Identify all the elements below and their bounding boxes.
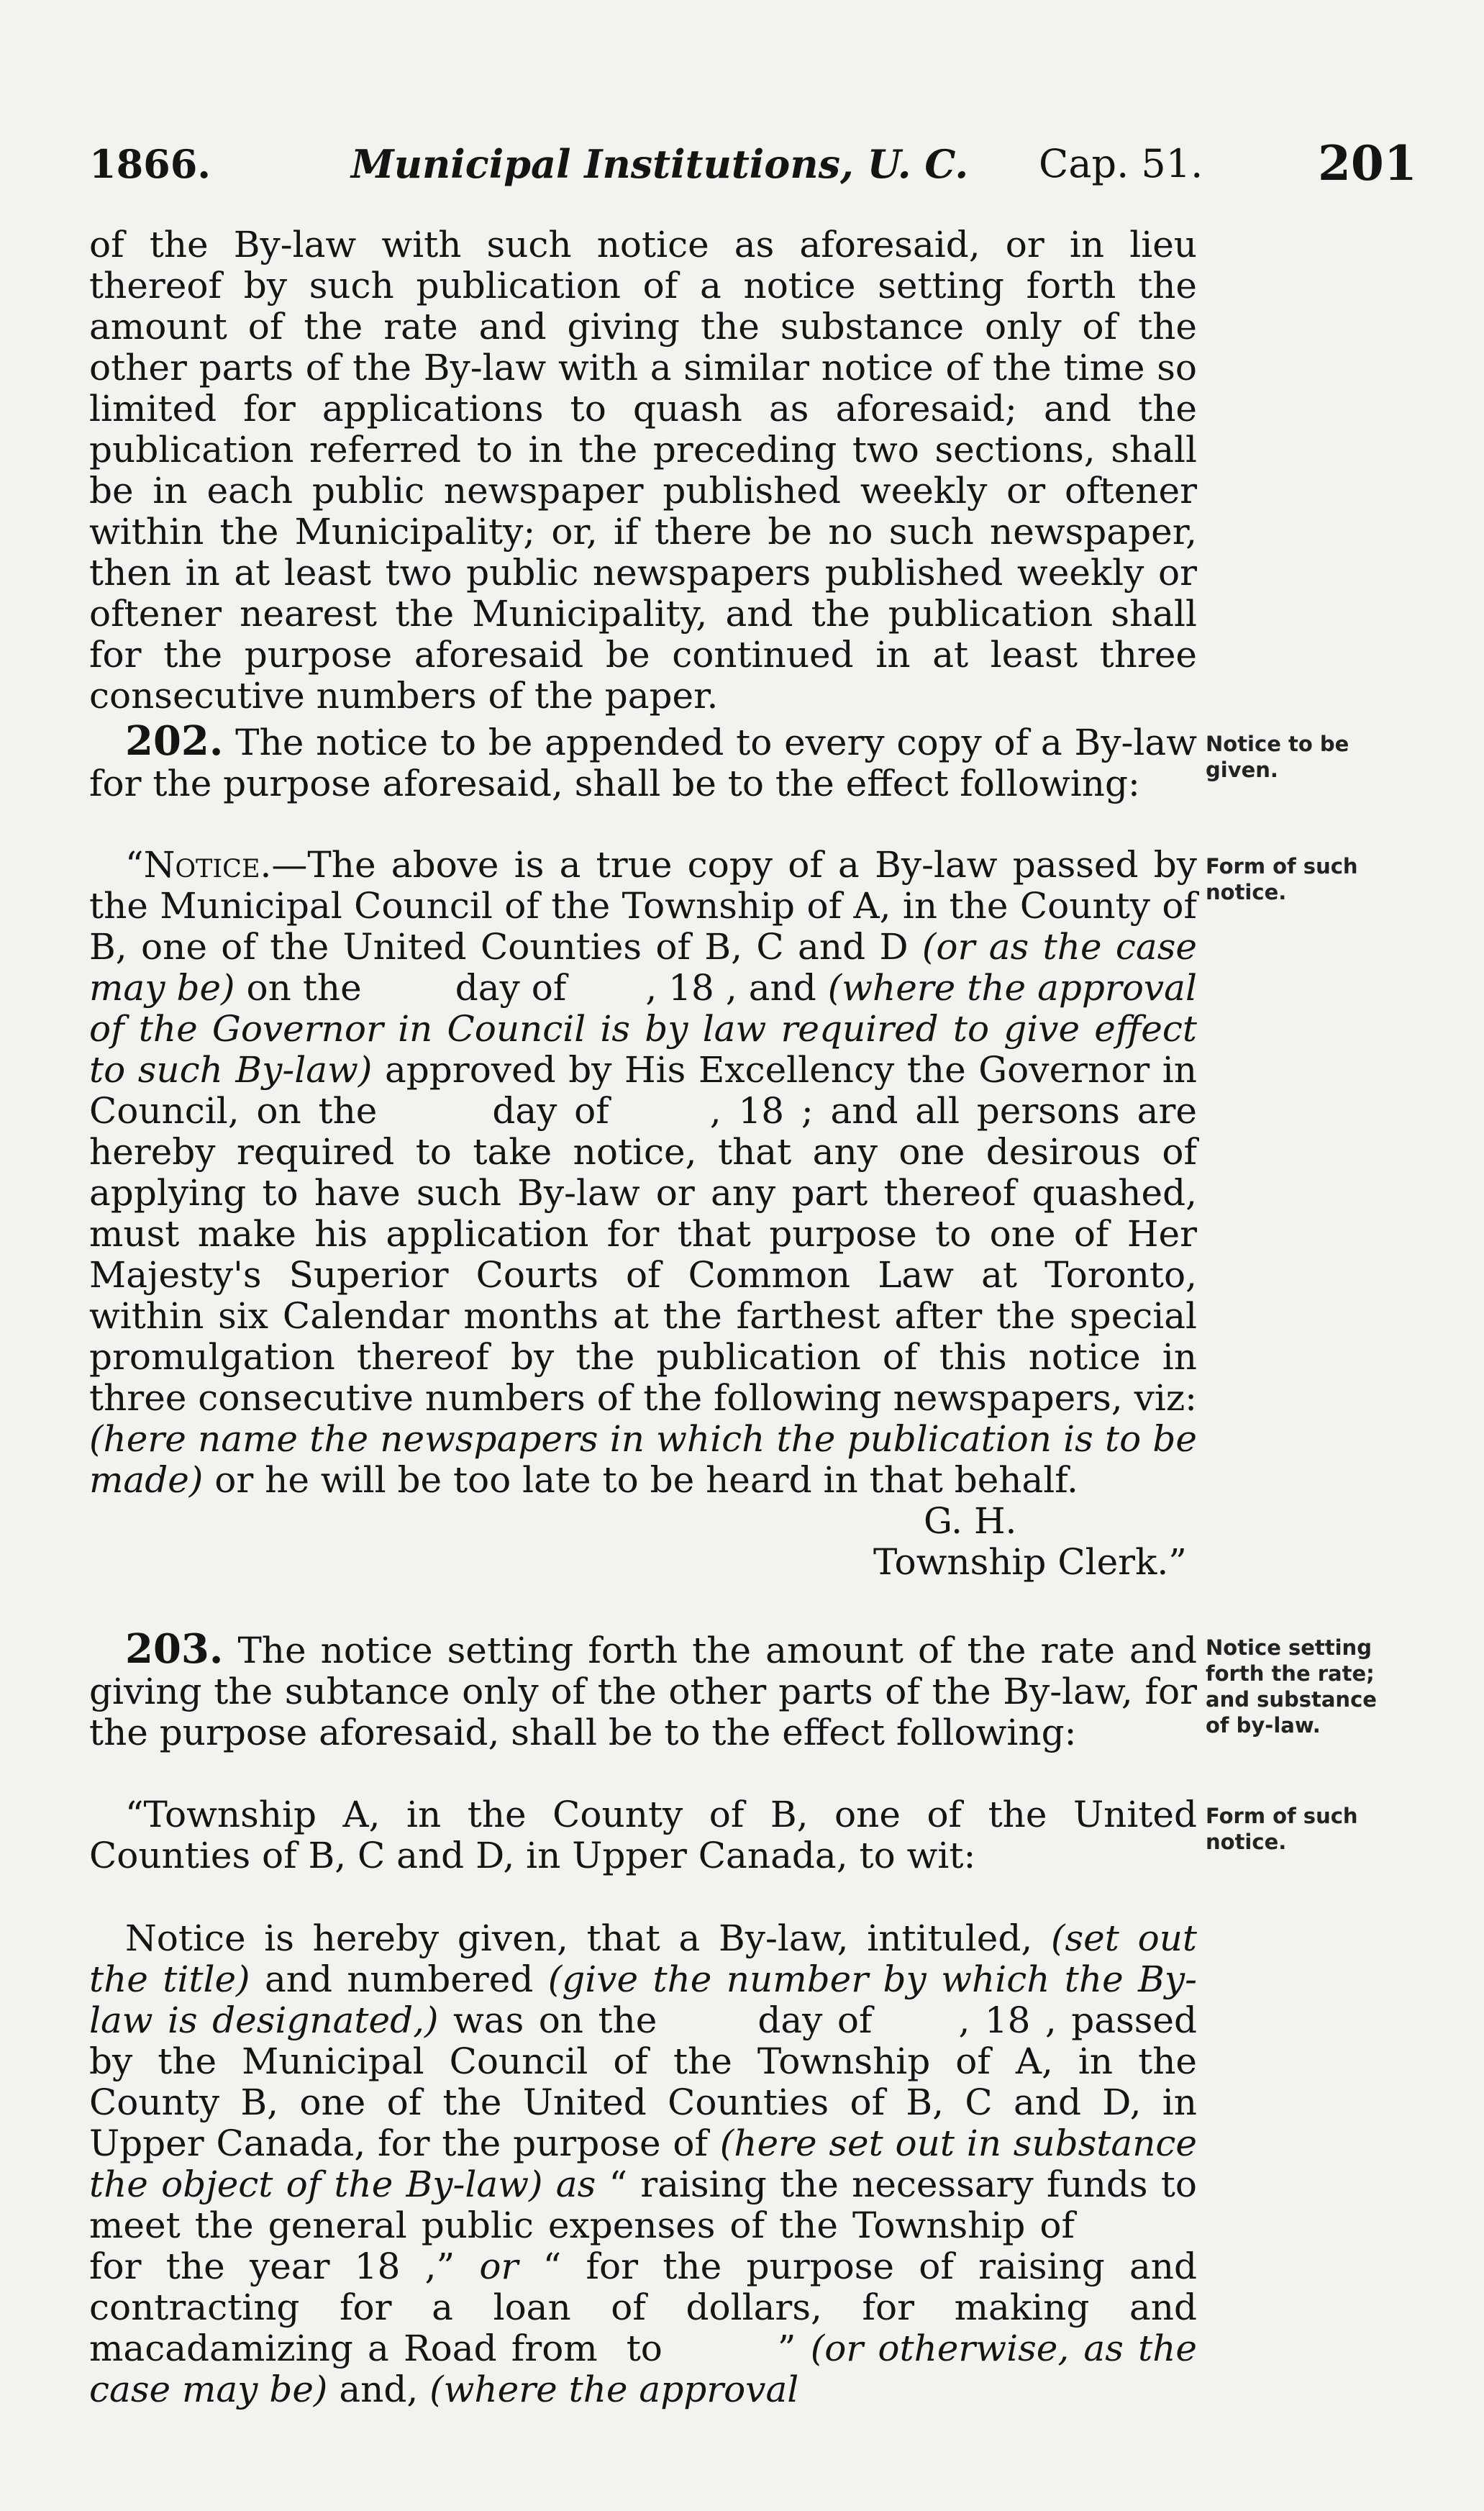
- form-202-text-2: on the: [235, 967, 362, 1009]
- form-202-text-4: , 18 , and: [645, 967, 828, 1009]
- section-202-text: The notice to be appended to every copy of a By-law for the purpose aforesaid, shall be to the effect following:: [89, 722, 1197, 804]
- form-203-text-1: Notice is hereby given, that a By-law, intituled,: [125, 1917, 1052, 1959]
- form-203-heading-block: [89, 1794, 1197, 1876]
- section-202-paragraph: [89, 717, 1197, 804]
- form-203-text-2: and numbered: [250, 1958, 548, 2000]
- header-chapter: Cap. 51.: [1039, 141, 1203, 186]
- form-202-text-1: —The above is a true copy of a By-law passed by the Municipal Council of the Township of A, in the County of B, one of the United Counties of B, C and D: [89, 844, 1197, 968]
- section-203-text: The notice setting forth the amount of the rate and giving the subtance only of the other parts of the By-law, for the purpose aforesaid, shall be to the effect following:: [89, 1630, 1197, 1753]
- form-203-italic-5: (or otherwise, as the case may be): [89, 2328, 1197, 2410]
- margin-note-form-203: Form of such notice.: [1206, 1804, 1358, 1854]
- form-203-italic-4: or: [479, 2246, 519, 2287]
- form-202-paragraph: [89, 845, 1197, 1501]
- form-203-text-9: to: [626, 2328, 663, 2369]
- form-203-text-10: ”: [777, 2328, 811, 2369]
- section-203-paragraph: [89, 1625, 1197, 1753]
- page-number: 201: [1318, 135, 1417, 191]
- signer-initials: G. H.: [924, 1500, 1017, 1542]
- section-202: [89, 717, 1197, 804]
- form-202-italic-1: (or as the case may be): [89, 926, 1197, 1009]
- margin-note-203: Notice setting forth the rate; and substance of by-law.: [1206, 1635, 1377, 1738]
- intro-block: [89, 224, 1197, 717]
- form-203-text-3: was on the: [438, 1999, 657, 2041]
- notice-word: Notice.: [143, 844, 272, 886]
- margin-note-202: Notice to be given.: [1206, 732, 1349, 782]
- form-203-body: [89, 1918, 1197, 2410]
- form-202-text-5: approved by His Excellency the Governor in Council, on the: [89, 1049, 1197, 1132]
- form-202-text-3: day of: [455, 967, 567, 1009]
- margin-note-form-202: Form of such notice.: [1206, 854, 1358, 904]
- form-203-heading: “Township A, in the County of B, one of the United Counties of B, C and D, in Upper Canada, to wit:: [89, 1794, 1197, 1876]
- form-203-italic-1: (set out the title): [89, 1917, 1197, 2000]
- section-203-number: 203.: [125, 1625, 224, 1673]
- intro-paragraph: of the By-law with such notice as aforesaid, or in lieu thereof by such publication of a notice setting forth the amount of the rate and giving the substance only of the other parts of the By-law with a similar notice of the time so limited for applications to quash as aforesaid; and the publication referred to in the preceding two sections, shall be in each public newspaper published weekly or oftener within the Municipality; or, if there be no such newspaper, then in at least two public newspapers published weekly or oftener nearest the Municipality, and the publication shall for the purpose aforesaid be continued in at least three consecutive numbers of the paper.: [89, 224, 1197, 717]
- form-202-italic-3: (here name the newspapers in which the publication is to be made): [89, 1418, 1197, 1501]
- form-203-text-7: for the year 18 ,”: [89, 2246, 480, 2287]
- section-202-number: 202.: [125, 717, 224, 765]
- signer-title: Township Clerk.”: [873, 1541, 1187, 1583]
- form-202: [89, 845, 1197, 1583]
- form-203-italic-3: (here set out in substance the object of the By-law) as: [89, 2122, 1197, 2205]
- header-year: 1866.: [89, 141, 211, 187]
- form-203-text-8: “ for the purpose of raising and contracting for a loan of dollars, for making and macadamizing a Road from: [89, 2246, 1197, 2369]
- open-quote: “: [125, 844, 144, 886]
- form-202-text-8: or he will be too late to be heard in that behalf.: [203, 1459, 1078, 1501]
- form-202-text-7: , 18 ; and all persons are hereby required to take notice, that any one desirous of applying to have such By-law or any part thereof quashed, must make his application for that purpose to one of Her Majesty's Superior Courts of Common Law at Toronto, within six Calendar months at the farthest after the special promulgation thereof by the publication of this notice in three consecutive numbers of the following newspapers, viz:: [89, 1090, 1198, 1419]
- form-202-text-6: day of: [492, 1090, 609, 1132]
- form-203-text-6: “ raising the necessary funds to meet the general public expenses of the Township of: [89, 2163, 1197, 2246]
- form-202-italic-2: (where the approval of the Governor in Council is by law required to give effect to such By-law): [89, 967, 1197, 1091]
- form-203-text-11: and,: [327, 2369, 430, 2410]
- form-203-text-4: day of: [757, 1999, 873, 2041]
- section-203: [89, 1625, 1197, 1753]
- form-203-paragraph: [89, 1918, 1197, 2410]
- header-title: Municipal Institutions, U. C.: [351, 141, 969, 187]
- form-203-text-5: , 18 , passed by the Municipal Council of the Township of A, in the County B, one of the United Counties of B, C and D, in Upper Canada, for the purpose of: [89, 1999, 1197, 2164]
- form-203-italic-2: (give the number by which the By-law is designated,): [89, 1958, 1197, 2041]
- form-203-italic-6: (where the approval: [429, 2369, 799, 2410]
